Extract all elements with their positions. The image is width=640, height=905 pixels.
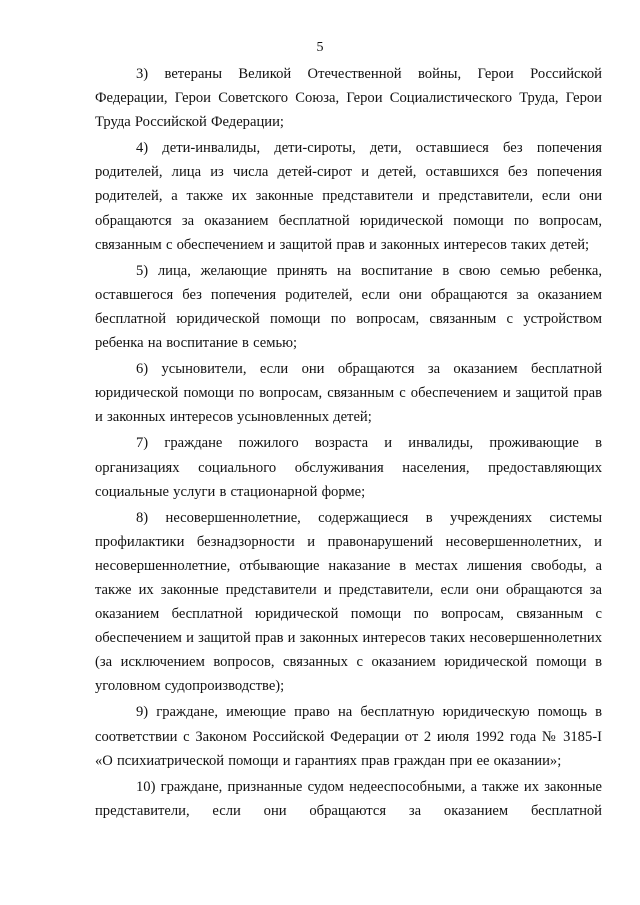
list-item-3: 3) ветераны Великой Отечественной войны, Герои Российской Федерации, Герои Советского Союза, Герои Социалистического Труда, Герои Труда Российской Федерации; <box>95 66 602 131</box>
list-item-4: 4) дети-инвалиды, дети-сироты, дети, оставшиеся без попечения родителей, лица из числа детей-сирот и детей, оставшихся без попечения родителей, а также их законные представители и представители, если они обращаются за оказанием бесплатной юридической помощи по вопросам, связанным с обеспечением и защитой прав и законных интересов таких детей; <box>95 140 602 253</box>
list-item-7: 7) граждане пожилого возраста и инвалиды, проживающие в организациях социального обслуживания населения, предоставляющих социальные услуги в стационарной форме; <box>95 435 602 500</box>
list-item-5: 5) лица, желающие принять на воспитание в свою семью ребенка, оставшегося без попечения родителей, если они обращаются за оказанием бесплатной юридической помощи по вопросам, связанным с устройством ребенка на воспитание в семью; <box>95 262 602 352</box>
list-item-9: 9) граждане, имеющие право на бесплатную юридическую помощь в соответствии с Законом Российской Федерации от 2 июля 1992 года № 3185-I «О психиатрической помощи и гарантиях прав граждан при ее оказании»; <box>95 704 602 769</box>
list-item-10: 10) граждане, признанные судом недееспособными, а также их законные представители, если они обращаются за оказанием бесплатной <box>95 778 602 819</box>
list-item-8: 8) несовершеннолетние, содержащиеся в учреждениях системы профилактики безнадзорности и правонарушений несовершеннолетних, и несовершеннолетние, отбывающие наказание в местах лишения свободы, а также их законные представители и представители, если они обращаются за оказанием бесплатной юридической помощи по вопросам, связанным с обеспечением и защитой прав и законных интересов таких несовершеннолетних (за исключением вопросов, связанных с оказанием юридической помощи в уголовном судопроизводстве); <box>95 509 602 695</box>
document-body <box>95 62 602 825</box>
page-number: 5 <box>316 40 324 55</box>
list-item-6: 6) усыновители, если они обращаются за оказанием бесплатной юридической помощи по вопросам, связанным с обеспечением и защитой прав и законных интересов усыновленных детей; <box>95 361 602 426</box>
